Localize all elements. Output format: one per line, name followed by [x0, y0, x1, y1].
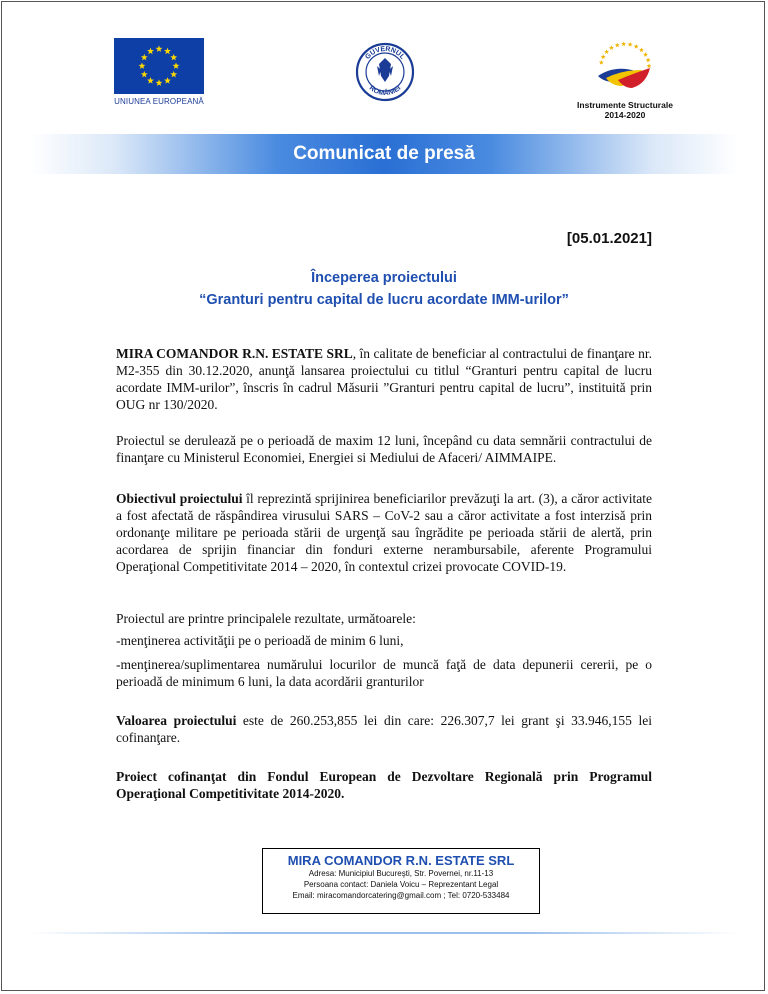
- result-item-2: -menţinerea/suplimentarea numărului locurilor de muncă faţă de data depunerii cererii, pe o perioadă de minimum 6 luni, la data acordării granturilor: [116, 657, 652, 689]
- paragraph-duration: Proiectul se derulează pe o perioadă de maxim 12 luni, începând cu data semnării contractului de finanţare cu Ministerul Economiei, Energiei si Mediului de Afaceri/ AIMMAIPE.: [116, 433, 652, 465]
- seal-text-bottom: ROMÂNIEI: [367, 84, 403, 98]
- eu-label: UNIUNEA EUROPEANĂ: [114, 97, 204, 106]
- eu-star-icon: [141, 54, 148, 61]
- contact-person: Persoana contact: Daniela Voicu – Reprezentant Legal: [303, 880, 499, 889]
- eu-star-icon: [156, 79, 163, 86]
- paragraph-cofinancing: Proiect cofinanţat din Fondul European de Dezvoltare Regională prin Programul Operaţional Competitivitate 2014-2020.: [116, 769, 652, 801]
- is-star-icon: [615, 43, 620, 48]
- eu-star-icon: [170, 71, 177, 78]
- eu-star-icon: [164, 77, 171, 84]
- is-star-icon: [639, 47, 644, 52]
- contact-box: [262, 848, 540, 914]
- structural-instruments-logo-icon: [592, 36, 658, 96]
- eu-star-icon: [147, 48, 154, 55]
- eu-star-icon: [164, 48, 171, 55]
- eu-star-icon: [141, 71, 148, 78]
- is-star-icon: [604, 49, 609, 54]
- is-star-icon: [601, 54, 606, 59]
- eu-star-icon: [173, 62, 180, 69]
- eu-star-icon: [156, 45, 163, 52]
- paragraph-results-intro: Proiectul are printre principalele rezultate, următoarele:: [116, 611, 416, 626]
- paragraph-objective-text: îl reprezintă sprijinirea beneficiarilor prevăzuţi la art. (3), a căror activitate a fost afectată de răspândirea virusului SARS – CoV-2 sau a căror activitate a fost interzisă prin ordonanţe militare pe perioada stării de urgenţă sau îngrădite pe perioada stării de alertă, prin acordarea de sprijin financiar din fonduri externe nerambursabile, aferente Programului Operaţional Competitivitate 2014 – 2020, în contextul crizei provocate COVID-19.: [116, 491, 652, 574]
- is-star-icon: [599, 60, 604, 65]
- is-star-icon: [634, 44, 639, 49]
- is-star-icon: [643, 52, 648, 57]
- is-star-icon: [646, 58, 651, 63]
- paragraph-objective: [116, 490, 652, 575]
- structural-instruments-label-line2: 2014-2020: [604, 110, 646, 120]
- eu-flag-icon: [114, 38, 204, 94]
- paragraph-value: [116, 712, 652, 746]
- paragraph-beneficiary: [116, 345, 652, 413]
- structural-instruments-label-line1: Instrumente Structurale: [577, 100, 673, 110]
- paragraph-beneficiary-text: , în calitate de beneficiar al contractului de finanţare nr. M2-355 din 30.12.2020, anunţă lansarea proiectului cu titlul “Granturi pentru capital de lucru acordate IMM-urilor”, înscris în cadrul Măsurii ”Granturi pentru capital de lucru”, instituită prin OUG nr 130/2020.: [116, 346, 652, 412]
- footer-divider: [30, 932, 738, 934]
- contact-email-phone: Email: miracomandorcatering@gmail.com ; Tel: 0720-533484: [292, 891, 510, 900]
- contact-company-name: MIRA COMANDOR R.N. ESTATE SRL: [287, 853, 515, 868]
- government-seal-icon: [355, 42, 415, 102]
- company-name-bold: MIRA COMANDOR R.N. ESTATE SRL: [116, 346, 353, 361]
- objective-label-bold: Obiectivul proiectului: [116, 491, 243, 506]
- is-star-icon: [647, 63, 652, 68]
- eu-star-icon: [139, 62, 146, 69]
- release-date: [05.01.2021]: [566, 230, 652, 247]
- is-star-icon: [609, 45, 614, 50]
- project-title-line1: Începerea proiectului: [311, 270, 457, 286]
- project-title-line2: “Granturi pentru capital de lucru acordate IMM-urilor”: [199, 292, 569, 308]
- eu-star-icon: [147, 77, 154, 84]
- structural-instruments-label: [560, 100, 690, 120]
- value-label-bold: Valoarea proiectului: [116, 713, 237, 728]
- seal-text-top: GUVERNUL: [364, 45, 406, 61]
- is-star-icon: [628, 42, 633, 47]
- result-item-1: -menţinerea activităţii pe o perioadă de minim 6 luni,: [116, 633, 404, 648]
- is-star-icon: [621, 41, 626, 46]
- contact-address: Adresa: Municipiul Bucureşti, Str. Povernei, nr.11-13: [308, 869, 494, 878]
- paragraph-value-text: este de 260.253,855 lei din care: 226.307,7 lei grant şi 33.946,155 lei cofinanţare.: [116, 713, 652, 745]
- svg-text:ROMÂNIEI: [368, 85, 403, 97]
- banner-title: Comunicat de presă: [293, 143, 475, 164]
- press-release-banner: [30, 134, 738, 174]
- eu-star-icon: [170, 54, 177, 61]
